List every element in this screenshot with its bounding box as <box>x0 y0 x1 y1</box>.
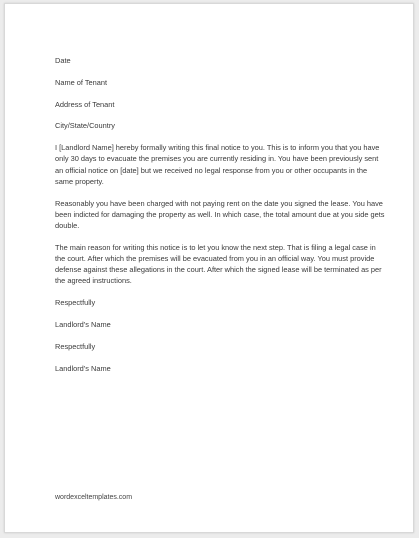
paragraph-charges: Reasonably you have been charged with not paying rent on the date you signed the lease. You have been indicted for damaging the property as well. In which case, the total amount due at you side gets double. <box>55 198 385 230</box>
footer-website: wordexceltemplates.com <box>55 494 133 501</box>
letter-body <box>55 55 385 384</box>
date-line: Date <box>55 56 71 65</box>
paragraph-notice: I [Landlord Name] hereby formally writing this final notice to you. This is to inform you that you have only 30 days to evacuate the premises you are currently residing in. You have been previously sent an official notice on [date] but we received no legal response from you or other occupants in the same property. <box>55 143 380 186</box>
sign-off-2: Respectfully <box>55 341 96 351</box>
paragraph-next-step: The main reason for writing this notice is to let you know the next step. That is filing a legal case in the court. After which the premises will be evacuated from you in an official way. You must provide defense against these allegations in the court. After which the signed lease will be terminated as per the agreed instructions. <box>55 242 382 286</box>
landlord-name-1: Landlord’s Name <box>55 320 111 329</box>
city-state-country-line: City/State/Country <box>55 121 115 131</box>
document-page <box>4 3 414 533</box>
sign-off-1: Respectfully <box>55 298 96 308</box>
landlord-name-2: Landlord’s Name <box>55 363 111 373</box>
tenant-address-line: Address of Tenant <box>55 99 115 109</box>
tenant-name-line: Name of Tenant <box>55 77 108 87</box>
